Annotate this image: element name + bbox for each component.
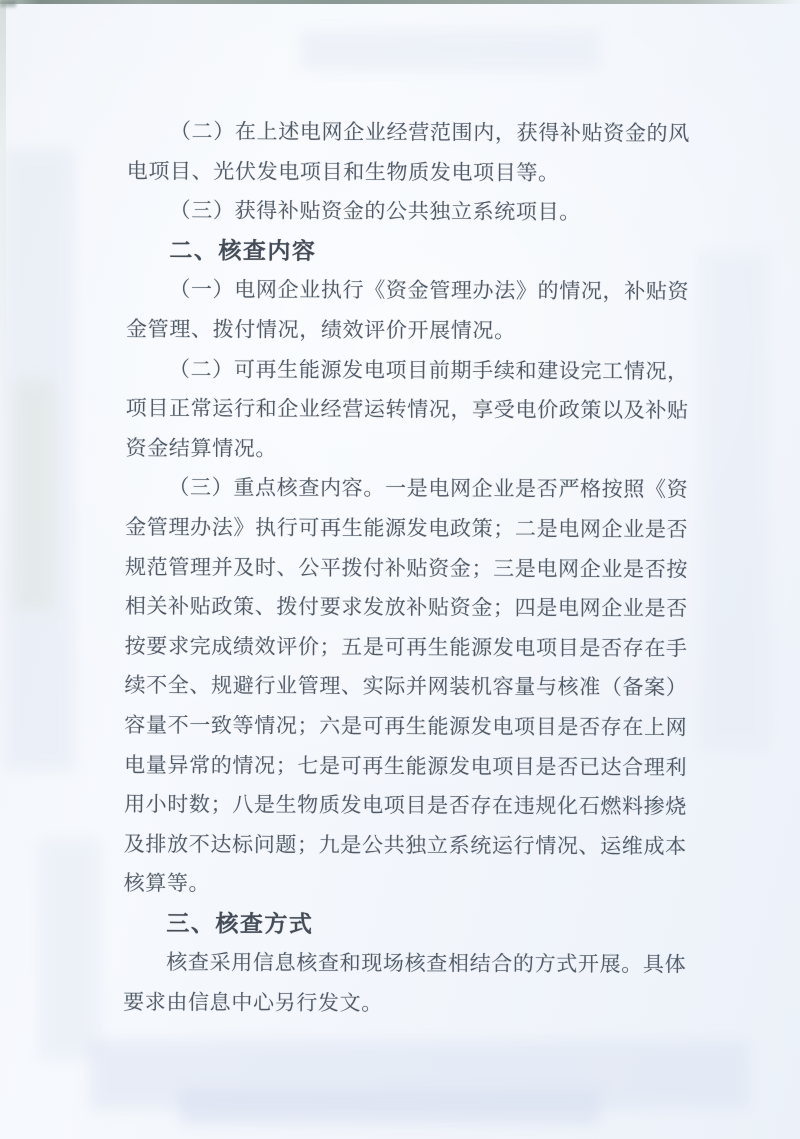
paper-bleedthrough-texture: [40, 840, 100, 1060]
paper-bleedthrough-texture: [4, 150, 74, 770]
scan-top-edge-artifact: [0, 0, 800, 4]
text-line: 续不全、规避行业管理、实际并网装机容量与核准（备案）: [124, 673, 688, 700]
text-line: （三）获得补贴资金的公共独立系统项目。: [169, 198, 581, 225]
document-text-block: [123, 112, 690, 1025]
text-line: 电量异常的情况；七是可再生能源发电项目是否已达合理利: [124, 752, 688, 779]
text-line: 要求由信息中心另行发文。: [123, 990, 383, 1016]
text-line: （一）电网企业执行《资金管理办法》的情况，补贴资: [169, 277, 690, 304]
text-line: 金管理办法》执行可再生能源发电政策；二是电网企业是否: [125, 514, 689, 542]
text-line: 电项目、光伏发电项目和生物质发电项目等。: [126, 158, 560, 185]
text-line: 核查采用信息核查和现场核查相结合的方式开展。具体: [166, 950, 687, 977]
text-line: 资金结算情况。: [125, 435, 278, 461]
paper-bleedthrough-texture: [14, 380, 54, 610]
scan-left-edge-artifact: [0, 2, 6, 452]
text-line: 项目正常运行和企业经营运转情况，享受电价政策以及补贴: [125, 396, 689, 423]
text-line: 按要求完成绩效评价；五是可再生能源发电项目是否存在手: [124, 633, 688, 661]
text-line: （二）在上述电网企业经营范围内，获得补贴资金的风: [169, 119, 690, 146]
text-line: （二）可再生能源发电项目前期手续和建设完工情况，: [168, 356, 689, 384]
text-line: 金管理、拨付情况，绩效评价开展情况。: [126, 316, 516, 343]
section-heading: 三、核查方式: [166, 910, 314, 937]
paper-bleedthrough-texture: [300, 30, 600, 70]
paper-bleedthrough-texture: [90, 1040, 750, 1110]
paper-bleedthrough-texture: [700, 250, 770, 750]
text-line: 及排放不达标问题；九是公共独立系统运行情况、运维成本: [123, 831, 687, 859]
text-line: （三）重点核查内容。一是电网企业是否严格按照《资: [168, 475, 689, 502]
text-line: 核算等。: [123, 871, 211, 896]
paper-bleedthrough-texture: [180, 1090, 600, 1125]
text-line: 规范管理并及时、公平拨付补贴资金；三是电网企业是否按: [124, 554, 689, 581]
text-line: 用小时数；八是生物质发电项目是否存在违规化石燃料掺烧: [123, 792, 688, 819]
text-line: 相关补贴政策、拨付要求发放补贴资金；四是电网企业是否: [124, 594, 688, 621]
section-heading: 二、核查内容: [169, 236, 317, 264]
text-line: 容量不一致等情况；六是可再生能源发电项目是否存在上网: [124, 712, 688, 740]
